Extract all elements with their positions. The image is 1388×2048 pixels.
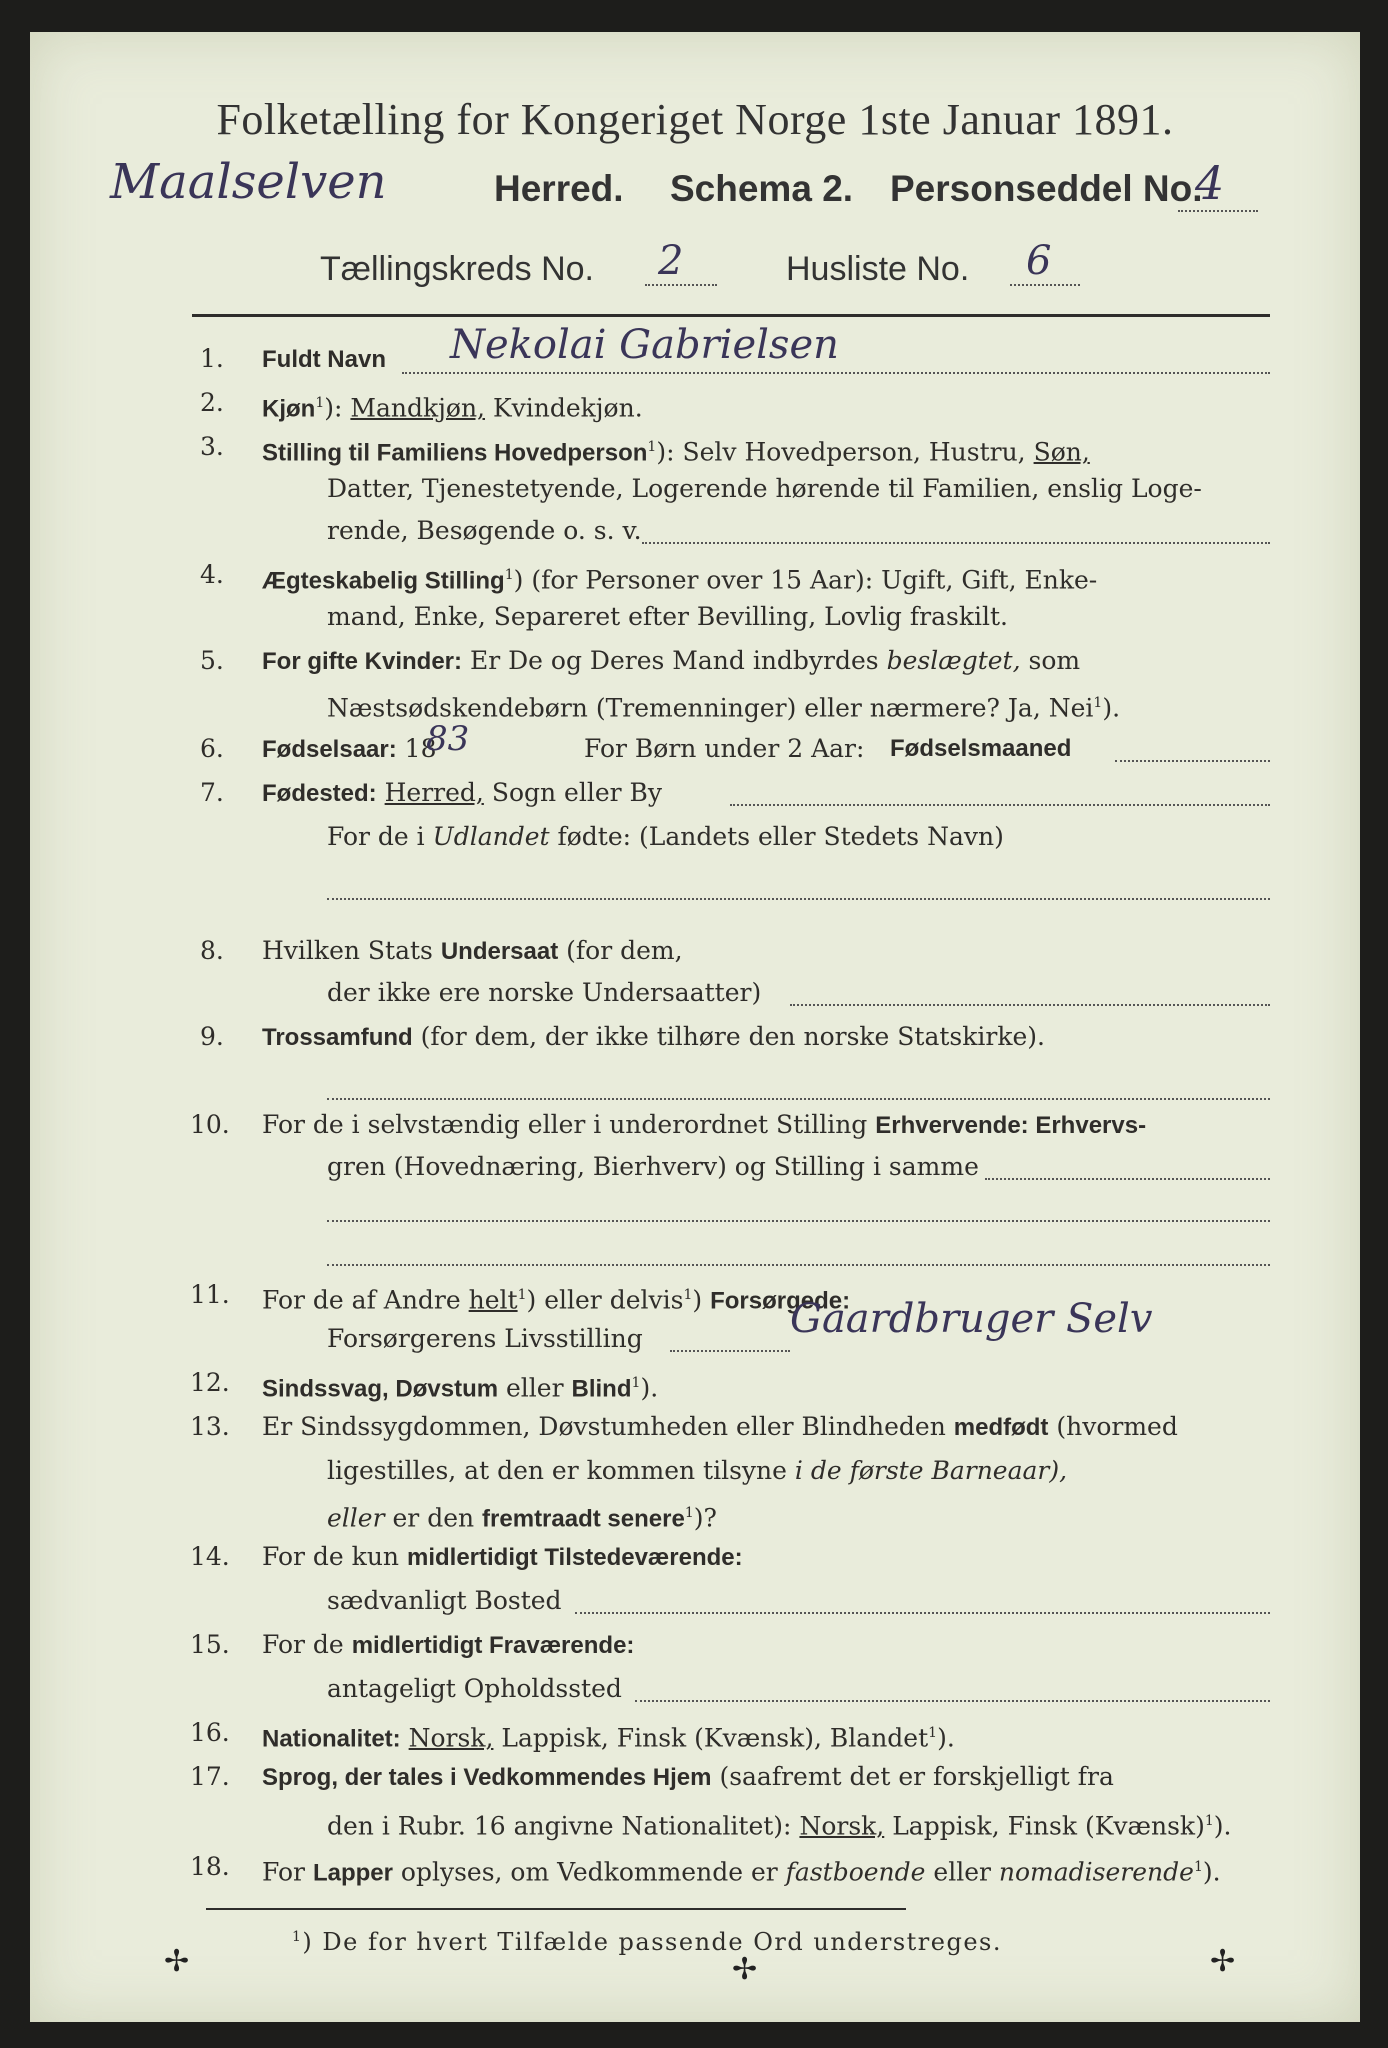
item-10-dotline bbox=[985, 1178, 1270, 1180]
supported-fully-selected: helt bbox=[468, 1285, 518, 1315]
item-7-label: Fødested: bbox=[262, 780, 377, 807]
item-6-dotline bbox=[1115, 760, 1270, 762]
item-2-tail: ): bbox=[324, 393, 343, 423]
item-3-label: Stilling til Familiens Hovedperson bbox=[262, 439, 648, 467]
registration-mark-left: ✢ bbox=[164, 1944, 190, 1979]
item-9-rest: (for dem, der ikke tilhøre den norske Statskirke). bbox=[420, 1022, 1045, 1051]
footnote-sup: 1 bbox=[292, 1929, 303, 1945]
item-3-line2-text: Datter, Tjenestetyende, Logerende hørende til Familien, enslig Loge- bbox=[327, 474, 1202, 503]
personseddel-number: 4 bbox=[1195, 156, 1225, 210]
item-15-bold: midlertidigt Fraværende: bbox=[351, 1632, 635, 1659]
item-13-bold: medfødt bbox=[953, 1414, 1049, 1441]
item-3-line3-text: rende, Besøgende o. s. v. bbox=[327, 516, 642, 545]
item-18-italic1: fastboende bbox=[785, 1857, 926, 1887]
item-18-italic2: nomadiserende bbox=[998, 1857, 1194, 1887]
item-5-label: For gifte Kvinder: bbox=[262, 648, 463, 675]
item-number: 7. bbox=[200, 778, 224, 807]
item-number: 3. bbox=[200, 432, 224, 461]
herred-line bbox=[90, 154, 1270, 232]
item-9-blank-line bbox=[327, 1098, 1270, 1100]
item-8-text: Hvilken Stats bbox=[262, 936, 433, 965]
item-12-label2: Blind bbox=[571, 1375, 632, 1403]
item-9-label: Trossamfund bbox=[262, 1024, 413, 1051]
item-17-line2-text: den i Rubr. 16 angivne Nationalitet): bbox=[327, 1811, 792, 1841]
item-14-text: For de kun bbox=[262, 1542, 400, 1571]
item-14-line2-text: sædvanligt Bosted bbox=[327, 1586, 562, 1615]
item-6-mid: For Børn under 2 Aar: bbox=[584, 734, 865, 763]
item-1-dotline bbox=[402, 372, 1270, 374]
item-7-dotline bbox=[730, 804, 1270, 806]
item-16-end: ). bbox=[937, 1723, 955, 1753]
item-6-label: Fødselsaar: bbox=[262, 736, 397, 763]
footnote-rule bbox=[206, 1908, 906, 1910]
item-5-italic: beslægtet, bbox=[886, 646, 1021, 675]
item-14-dotline bbox=[575, 1612, 1270, 1614]
personseddel-label: Personseddel No. bbox=[890, 168, 1203, 209]
item-12-mid: eller bbox=[506, 1373, 564, 1403]
item-18-mid: oplyses, om Vedkommende er bbox=[400, 1857, 778, 1887]
item-13-end: (hvormed bbox=[1056, 1412, 1178, 1441]
item-number: 5. bbox=[200, 646, 224, 675]
item-2-label: Kjøn bbox=[262, 395, 316, 423]
item-18-mid2: eller bbox=[933, 1857, 991, 1887]
birthplace-herred-selected: Herred, bbox=[384, 778, 484, 807]
item-7-rest: Sogn eller By bbox=[491, 778, 663, 807]
item-14-bold: midlertidigt Tilstedeværende: bbox=[406, 1544, 743, 1571]
item-8-dotline bbox=[790, 1004, 1270, 1006]
item-5-end: som bbox=[1028, 646, 1081, 675]
item-13-line2-italic: i de første Barneaar), bbox=[794, 1456, 1068, 1485]
item-3-options: ): Selv Hovedperson, Hustru, bbox=[656, 437, 1026, 467]
header-rule bbox=[192, 314, 1270, 317]
language-norsk-selected: Norsk, bbox=[799, 1811, 885, 1841]
birth-year-prefix: 18 bbox=[404, 734, 437, 763]
item-11-mid: ) eller delvis bbox=[526, 1285, 684, 1315]
herred-label: Herred. bbox=[494, 168, 624, 209]
item-13-line2-text: ligestilles, at den er kommen tilsyne bbox=[327, 1456, 787, 1485]
relation-son-selected: Søn, bbox=[1033, 437, 1090, 467]
kreds-line bbox=[320, 238, 1220, 302]
item-15-text: For de bbox=[262, 1630, 344, 1659]
husliste-label: Husliste No. bbox=[786, 250, 970, 288]
item-11-dotline bbox=[670, 1350, 790, 1352]
kreds-dotline bbox=[645, 284, 717, 286]
item-11-line2-text: Forsørgerens Livsstilling bbox=[327, 1324, 643, 1353]
item-10-blank-line-2 bbox=[327, 1264, 1270, 1266]
item-15-dotline bbox=[635, 1700, 1270, 1702]
item-13-line3-italic: eller bbox=[327, 1503, 385, 1533]
item-13-line3-text: er den bbox=[392, 1503, 475, 1533]
item-number: 15. bbox=[190, 1630, 230, 1659]
census-form: Folketælling for Kongeriget Norge 1ste Januar 1891. Maalselven Herred. Schema 2. Personseddel No. 4 Tællingskreds No. 2 Husliste No. 6 1. Fuldt Navn Nekolai Gabrielsen 2. Kjøn$^1$): Mandkjøn, Kvindekjøn. 3. Stilling til Familiens Hovedperson$^1$): Selv Hovedperson, Hustru, Søn, Datter, Tjenestetyende, Logerende hørende til Familien, enslig Loge- rende, Besøgende o. s. v. 4. Ægteskabelig Stilling$^1$) (for Personer over 15 Aar): Ugift, Gift, Enke- mand, Enke, Separeret efter Bevilling, Lovlig fraskilt. 5. For gifte Kvinder: Er De og Deres Mand indbyrdes beslægtet, som Næstsødskendebørn (Tremenninger) eller nærmere? Ja, Nei$^1$). 6. Fødselsaar: 18 83 For Børn under 2 Aar: Fødselsmaaned 7. Fødested: Herred, Sogn eller By For de i Udlandet fødte: (Landets eller Stedets Navn) 8. Hvilken Stats Undersaat (for dem, der ikke ere norske Undersaatter) 9. Trossamfund (for dem, der ikke tilhøre den norske Statskirke). 10. For de i selvstændig eller i underordnet Stilling Erhvervende: Erhvervs- gren (Hovednæring, Bierhverv) og Stilling i samme 11. For de af Andre helt$^1$) eller delvis$^1$) Forsørgede: Forsørgerens Livsstilling Gaardbruger Selv 12. Sindssvag, Døvstum eller Blind$^1$). 13. Er Sindssygdommen, Døvstumheden eller Blindheden medfødt (hvormed ligestilles, at den er kommen tilsyne i de første Barneaar), eller er den fremtraadt senere$^1$)? 14. For de kun midlertidigt Tilstedeværende: sædvanligt Bosted 15. For de midlertidigt Fraværende: antageligt Opholdssted 16. Nationalitet: Norsk, Lappisk, Finsk (Kvænsk), Blandet$^1$). 17. Sprog, der tales i Vedkommendes Hjem (saafremt det er forskjelligt fra den i Rubr. 16 angivne Nationalitet): Norsk, Lappisk, Finsk (Kvænsk)$^1$). 18. For Lapper oplyses, om Vedkommende er fastboende eller nomadiserende$^1$). $^1$) De for hvert Tilfælde passende Ord understreges. ✢ ✢ ✢ bbox=[30, 32, 1360, 2022]
registration-mark-center: ✢ bbox=[732, 1952, 758, 1987]
item-5-line2-text: Næstsødskendebørn (Tremenninger) eller nærmere? Ja, Nei bbox=[327, 693, 1094, 723]
item-18-text: For bbox=[262, 1857, 305, 1887]
registration-mark-right: ✢ bbox=[1210, 1944, 1236, 1979]
item-number: 14. bbox=[190, 1542, 230, 1571]
nationality-norsk-selected: Norsk, bbox=[408, 1723, 494, 1753]
item-11-end: ) bbox=[692, 1285, 703, 1315]
item-18-bold: Lapper bbox=[312, 1859, 393, 1887]
husliste-number: 6 bbox=[1026, 238, 1052, 284]
item-4-options: ) (for Personer over 15 Aar): Ugift, Gift, Enke- bbox=[513, 565, 1098, 595]
item-13-line3-bold: fremtraadt senere bbox=[482, 1505, 685, 1533]
item-8-line2-text: der ikke ere norske Undersaatter) bbox=[327, 978, 762, 1007]
item-number: 16. bbox=[190, 1718, 230, 1747]
item-10-blank-line-1 bbox=[327, 1220, 1270, 1222]
item-13-line3-end: )? bbox=[693, 1503, 717, 1533]
form-title: Folketælling for Kongeriget Norge 1ste Januar 1891. bbox=[216, 95, 1174, 144]
item-number: 12. bbox=[190, 1368, 230, 1397]
item-number: 9. bbox=[200, 1022, 224, 1051]
item-4-label: Ægteskabelig Stilling bbox=[262, 567, 505, 595]
item-number: 18. bbox=[190, 1852, 230, 1881]
item-1-label: Fuldt Navn bbox=[262, 346, 386, 373]
item-5-text: Er De og Deres Mand indbyrdes bbox=[469, 646, 879, 675]
item-number: 6. bbox=[200, 734, 224, 763]
item-3-dotline bbox=[642, 542, 1270, 544]
item-11-text: For de af Andre bbox=[262, 1285, 461, 1315]
item-8-bold: Undersaat bbox=[440, 938, 559, 965]
item-5-line2-end: ). bbox=[1102, 693, 1121, 723]
personseddel-dotline bbox=[1178, 210, 1258, 212]
item-16-rest: Lappisk, Finsk (Kvænsk), Blandet bbox=[501, 1723, 929, 1753]
item-number: 4. bbox=[200, 560, 224, 589]
footnote-text: ) De for hvert Tilfælde passende Ord understreges. bbox=[302, 1928, 1002, 1956]
item-10-bold: Erhvervende: Erhvervs- bbox=[875, 1112, 1147, 1139]
kreds-label: Tællingskreds No. bbox=[320, 250, 594, 288]
item-17-line2-rest: Lappisk, Finsk (Kvænsk) bbox=[892, 1811, 1205, 1841]
item-17-line2-end: ). bbox=[1213, 1811, 1232, 1841]
herred-handwritten: Maalselven bbox=[110, 154, 387, 210]
item-17-label: Sprog, der tales i Vedkommendes Hjem bbox=[262, 1764, 712, 1791]
item-4-line2-text: mand, Enke, Separeret efter Bevilling, Lovlig fraskilt. bbox=[327, 602, 1008, 631]
item-10-text: For de i selvstændig eller i underordnet Stilling bbox=[262, 1110, 868, 1139]
item-12-end: ). bbox=[640, 1373, 659, 1403]
kreds-number: 2 bbox=[658, 238, 684, 284]
item-7-blank-line bbox=[327, 898, 1270, 900]
item-number: 8. bbox=[200, 936, 224, 965]
item-number: 2. bbox=[200, 388, 224, 417]
item-7-line2-text: For de i bbox=[327, 822, 425, 851]
full-name-value: Nekolai Gabrielsen bbox=[450, 322, 839, 368]
sex-male-selected: Mandkjøn, bbox=[350, 393, 485, 423]
item-18-end: ). bbox=[1202, 1857, 1221, 1887]
item-17-rest: (saafremt det er forskjelligt fra bbox=[719, 1762, 1114, 1791]
sex-female: Kvindekjøn. bbox=[492, 393, 643, 423]
item-number: 1. bbox=[200, 344, 224, 373]
provider-occupation-value: Gaardbruger Selv bbox=[790, 1296, 1153, 1342]
item-12-label: Sindssvag, Døvstum bbox=[262, 1375, 499, 1403]
item-13-text: Er Sindssygdommen, Døvstumheden eller Blindheden bbox=[262, 1412, 946, 1441]
birth-month-label: Fødselsmaaned bbox=[890, 735, 1072, 762]
item-7-line2-rest: fødte: (Landets eller Stedets Navn) bbox=[557, 822, 1004, 851]
footnote-ref: 1 bbox=[315, 395, 325, 411]
item-10-line2-text: gren (Hovednæring, Bierhverv) og Stilling i samme bbox=[327, 1152, 979, 1181]
item-15-line2-text: antageligt Opholdssted bbox=[327, 1674, 622, 1703]
item-7-line2-italic: Udlandet bbox=[432, 822, 550, 851]
birth-year-value: 83 bbox=[426, 719, 470, 759]
item-number: 10. bbox=[190, 1110, 230, 1139]
item-16-label: Nationalitet: bbox=[262, 1725, 401, 1753]
item-number: 17. bbox=[190, 1762, 230, 1791]
item-8-rest: (for dem, bbox=[566, 936, 683, 965]
item-number: 13. bbox=[190, 1412, 230, 1441]
husliste-dotline bbox=[1010, 284, 1080, 286]
schema-label: Schema 2. bbox=[670, 168, 854, 209]
item-11-bold: Forsørgede: bbox=[710, 1287, 851, 1315]
item-number: 11. bbox=[190, 1280, 230, 1309]
